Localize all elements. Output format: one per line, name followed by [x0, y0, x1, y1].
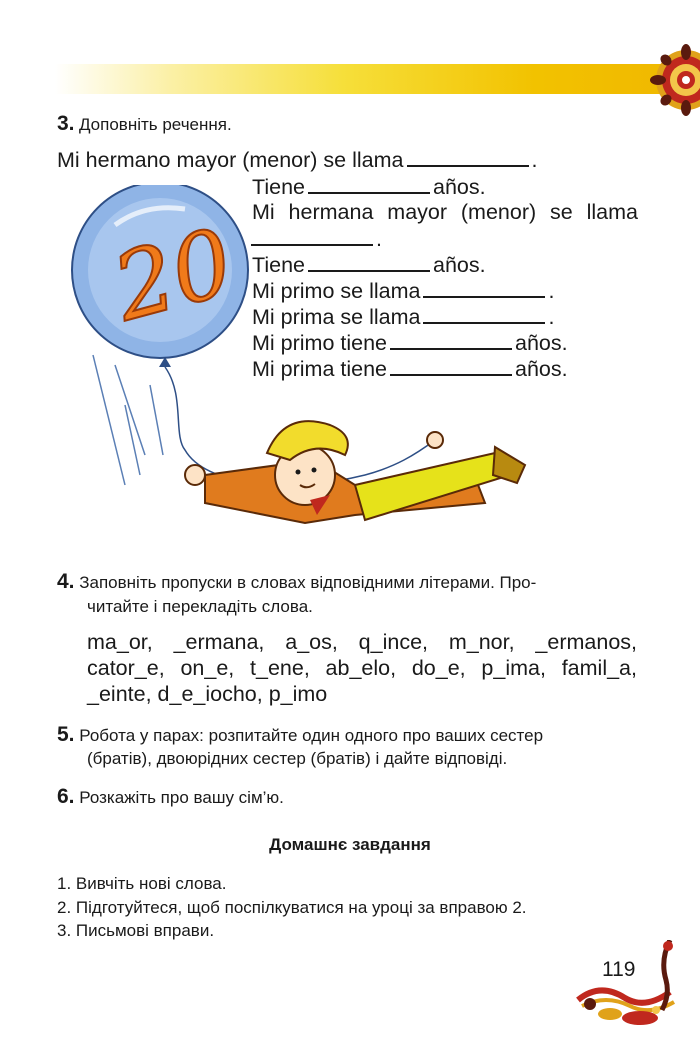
sentence-end: años. [515, 331, 568, 355]
sentence-end: . [531, 148, 538, 172]
exercise-4-heading [57, 570, 536, 595]
sentence-line-1 [57, 146, 537, 173]
sentence-text: Mi primo se llama [252, 279, 421, 303]
exercise-3-heading [57, 112, 232, 136]
exercise-3-instruction: Доповніть речення. [78, 115, 232, 134]
sentence-text: Mi hermano mayor (menor) se llama [57, 148, 404, 172]
sentence-end: . [548, 305, 555, 329]
page-number: 119 [602, 958, 636, 981]
homework-title: Домашнє завдання [269, 835, 431, 854]
homework-item-2: 2. Підготуйтеся, щоб поспілкуватися на уроці за вправою 2. [57, 898, 527, 917]
exercise-3-number: 3. [57, 112, 75, 135]
words-line-1: ma_or, _ermana, a_os, q_ince, m_nor, _ermanos, [87, 630, 637, 654]
exercise-4-instruction-line-1: Заповніть пропуски в словах відповідними літерами. Про- [79, 573, 537, 592]
sentence-text: Mi primo tiene [252, 331, 388, 355]
sentence-end: . [548, 279, 555, 303]
balloon-illustration [55, 185, 535, 545]
header-band [55, 64, 695, 94]
balloon-number: 20 [102, 208, 244, 343]
exercise-5-heading [57, 723, 543, 748]
homework-item-3: 3. Письмові вправи. [57, 921, 215, 940]
exercise-6-heading [57, 785, 284, 810]
sentence-text: Tiene [252, 253, 305, 277]
exercise-4-number: 4. [57, 570, 75, 593]
answer-blank[interactable] [407, 146, 529, 167]
sentence-end: años. [515, 357, 568, 381]
top-ornament-icon [644, 40, 700, 120]
bottom-ornament-icon [570, 940, 690, 1032]
sentence-text: Mi prima se llama [252, 305, 421, 329]
exercise-6-text: Розкажіть про вашу сім’ю. [79, 788, 284, 807]
exercise-4-instruction-line-2: читайте і перекладіть слова. [87, 597, 313, 616]
homework-item-1: 1. Вивчіть нові слова. [57, 874, 227, 893]
sentence-text: Tiene [252, 175, 305, 199]
exercise-6-number: 6. [57, 785, 75, 808]
sentence-text: Mi prima tiene [252, 357, 388, 381]
sentence-end: años. [432, 175, 486, 199]
flying-boy-illustration [185, 421, 525, 523]
words-line-2: cator_e, on_e, t_ene, ab_elo, do_e, p_ima, famil_a, [87, 656, 637, 680]
sentence-end: . [376, 227, 382, 251]
exercise-5-text-line-2: (братів), двоюрідних сестер (братів) і дайте відповіді. [87, 749, 508, 768]
exercise-5-text-line-1: Робота у парах: розпитайте один одного про ваших сестер [79, 726, 544, 745]
words-line-3: _einte, d_e_iocho, p_imo [87, 682, 328, 706]
exercise-5-number: 5. [57, 723, 75, 746]
sentence-end: años. [432, 253, 486, 277]
sentence-text: Mi hermana mayor (menor) se llama [252, 200, 638, 224]
